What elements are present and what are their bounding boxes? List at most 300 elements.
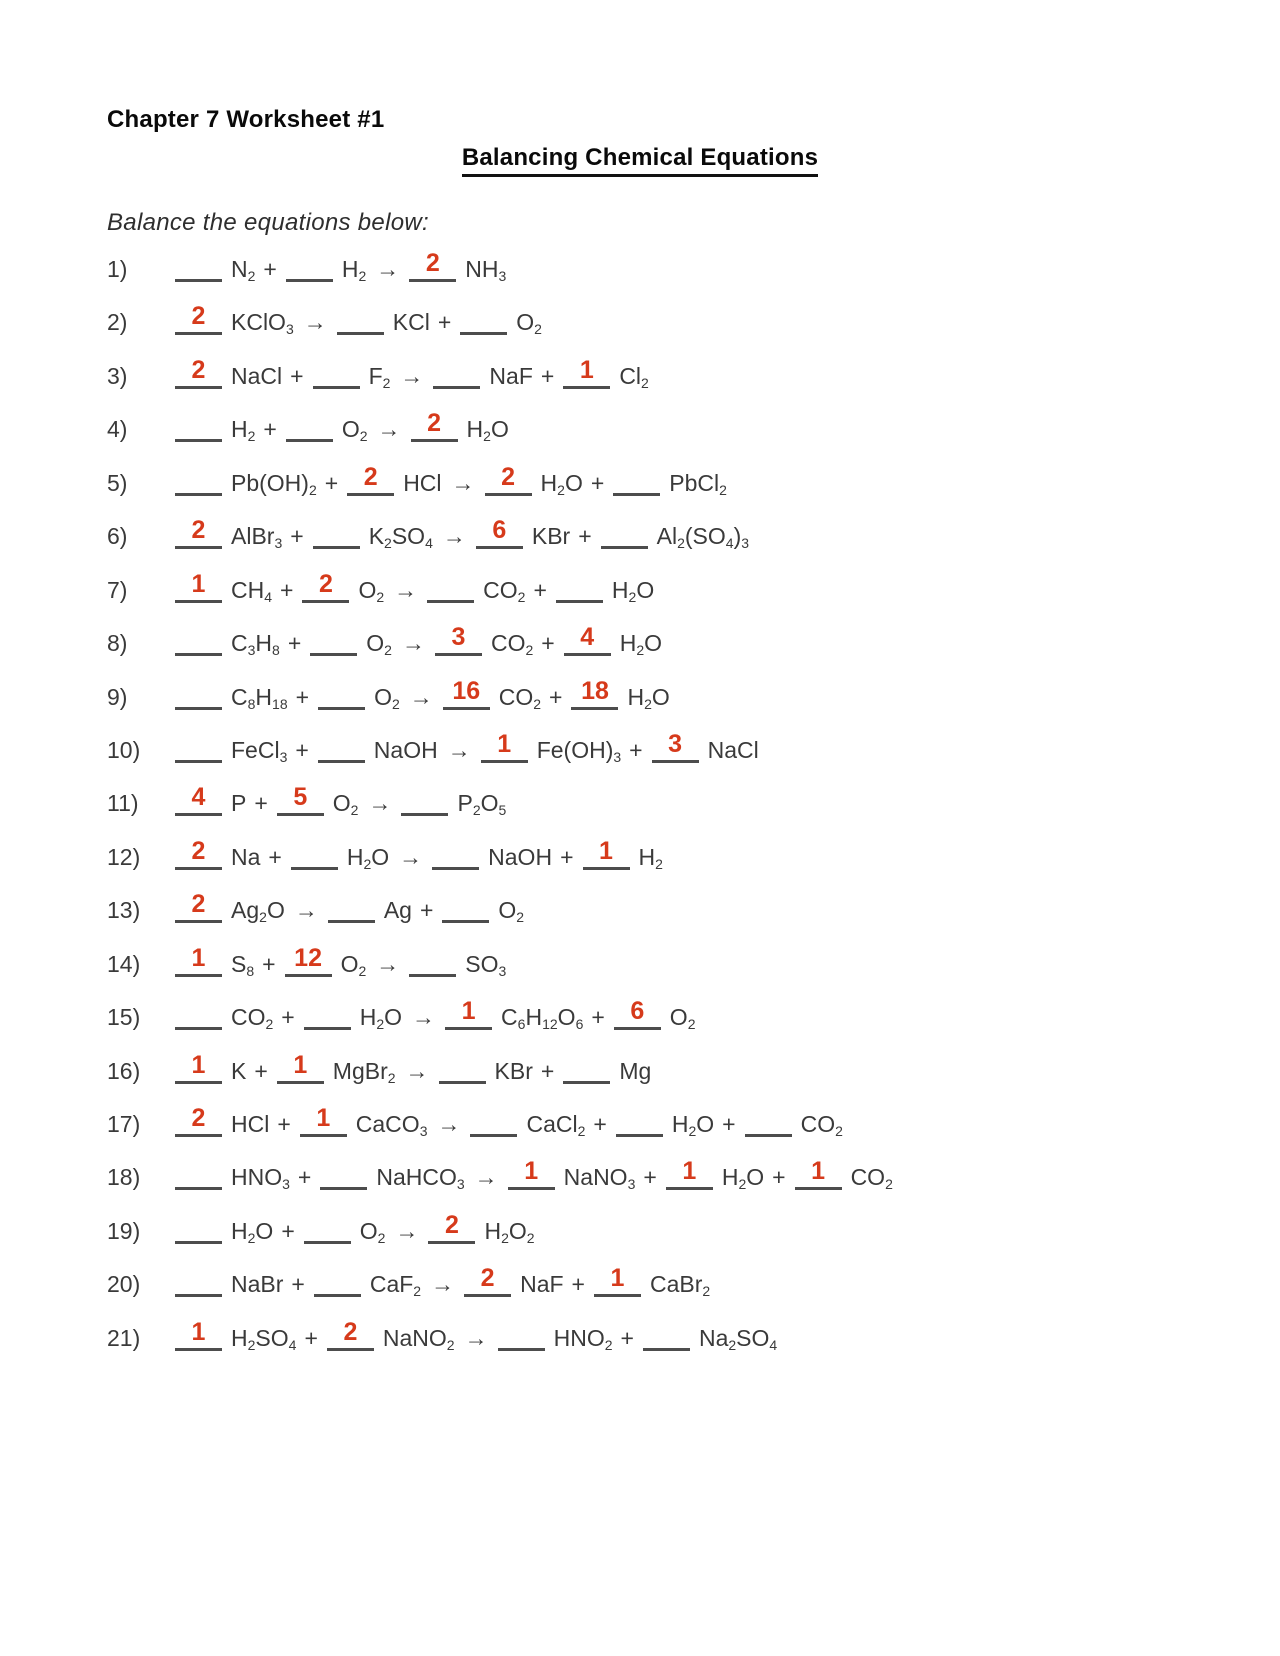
answer-blank-filled[interactable]	[175, 1050, 222, 1084]
chemical-formula	[231, 1111, 269, 1138]
chemical-formula	[467, 416, 509, 443]
answer-blank-filled[interactable]	[583, 836, 630, 870]
equation-number: 2)	[107, 309, 128, 336]
formula-part: H	[627, 683, 645, 710]
formula-part: H	[466, 416, 484, 443]
answer-blank[interactable]	[175, 686, 222, 710]
arrow-icon: →	[409, 683, 433, 710]
equation-row	[107, 516, 1220, 573]
arrow-icon: →	[451, 469, 475, 496]
formula-subscript: 2	[577, 1123, 586, 1139]
formula-part: HCl	[231, 1111, 270, 1137]
plus-sign: +	[419, 897, 434, 924]
arrow-icon: →	[294, 897, 318, 924]
formula-subscript: 3	[498, 962, 507, 979]
answer-blank[interactable]	[313, 365, 360, 389]
answer-blank-filled[interactable]	[175, 890, 222, 923]
arrow-icon: →	[464, 1324, 488, 1351]
answer-blank[interactable]	[337, 311, 384, 335]
formula-part: P	[457, 790, 473, 817]
answer-blank-filled[interactable]	[485, 462, 532, 496]
equation-number: 13)	[107, 897, 141, 924]
answer-value: 1	[579, 355, 594, 384]
formula-part: NaCl	[231, 362, 283, 389]
formula-part: H	[346, 843, 364, 870]
formula-part: CO	[850, 1164, 886, 1191]
answer-blank[interactable]	[439, 1060, 486, 1084]
formula-part: KClO	[231, 309, 286, 336]
equation-number: 10)	[107, 736, 141, 763]
chemical-formula	[465, 256, 506, 283]
answer-value: 2	[191, 516, 206, 545]
chemical-formula	[360, 1004, 402, 1031]
answer-value: 3	[668, 729, 683, 758]
plus-sign: +	[772, 1164, 786, 1191]
answer-blank[interactable]	[616, 1113, 663, 1137]
chemical-formula	[366, 630, 392, 657]
chemical-formula	[672, 1111, 714, 1138]
answer-blank-filled[interactable]	[571, 676, 618, 710]
equation-number: 19)	[107, 1217, 141, 1244]
formula-subscript: 2	[472, 802, 481, 819]
formula-subscript: 2	[636, 642, 645, 659]
answer-blank-filled[interactable]	[476, 516, 523, 549]
answer-blank-filled[interactable]	[435, 623, 482, 656]
equation-number: 7)	[107, 576, 128, 603]
answer-blank[interactable]	[745, 1113, 792, 1137]
formula-part: Pb(OH)	[231, 469, 309, 496]
equation-row	[107, 943, 1220, 1001]
plus-sign: +	[324, 469, 339, 496]
formula-part: NaCl	[707, 736, 759, 763]
formula-subscript: 18	[272, 695, 288, 712]
equation-row	[107, 355, 1220, 413]
formula-part: N	[231, 256, 248, 282]
answer-blank-filled[interactable]	[666, 1157, 713, 1190]
arrow-icon: →	[394, 576, 418, 603]
chemical-formula	[801, 1111, 843, 1138]
formula-subscript: 2	[384, 535, 392, 552]
answer-blank[interactable]	[304, 1220, 351, 1244]
formula-part: H	[359, 1004, 377, 1031]
formula-subscript: 2	[358, 962, 367, 979]
formula-part: O	[696, 1111, 715, 1137]
formula-subscript: 2	[377, 1229, 386, 1246]
chemical-formula	[699, 1325, 777, 1352]
answer-blank-filled[interactable]	[302, 569, 349, 603]
formula-part: O	[644, 630, 663, 657]
answer-blank-filled[interactable]	[795, 1157, 842, 1190]
answer-value: 1	[811, 1157, 826, 1186]
answer-blank-filled[interactable]	[411, 409, 458, 442]
answer-blank-filled[interactable]	[175, 355, 222, 389]
formula-part: O	[516, 309, 535, 336]
chemical-formula	[650, 1271, 710, 1298]
arrow-icon: →	[368, 790, 392, 817]
formula-subscript: 2	[533, 695, 542, 712]
formula-subscript: 2	[835, 1123, 843, 1139]
answer-blank-filled[interactable]	[300, 1104, 347, 1137]
formula-subscript: 2	[501, 1229, 509, 1246]
answer-blank-filled[interactable]	[327, 1317, 374, 1351]
formula-subscript: 3	[247, 642, 256, 659]
answer-value: 2	[427, 409, 441, 438]
answer-blank-filled[interactable]	[564, 623, 611, 656]
answer-blank[interactable]	[313, 525, 360, 549]
answer-blank-filled[interactable]	[175, 302, 222, 335]
formula-subscript: 5	[498, 802, 507, 819]
equation-row	[107, 409, 1220, 466]
formula-subscript: 2	[483, 428, 491, 445]
formula-subscript: 2	[265, 1016, 274, 1033]
formula-subscript: 2	[247, 1229, 256, 1246]
chemical-formula	[708, 737, 759, 764]
subtitle-container	[60, 144, 1220, 177]
arrow-icon: →	[431, 1271, 455, 1298]
chemical-formula	[231, 309, 294, 336]
plus-sign: +	[297, 1164, 312, 1191]
formula-part: CaF	[369, 1271, 414, 1298]
arrow-icon: →	[377, 416, 401, 443]
answer-blank-filled[interactable]	[652, 729, 699, 763]
answer-blank-filled[interactable]	[464, 1264, 511, 1297]
formula-subscript: 2	[350, 802, 359, 819]
equation-row	[107, 1264, 1220, 1321]
formula-part: CO	[483, 576, 518, 603]
chemical-formula	[231, 790, 246, 817]
formula-part: O	[255, 1217, 274, 1244]
plus-sign: +	[590, 469, 605, 496]
answer-value: 2	[363, 462, 378, 491]
chemical-formula	[231, 363, 282, 390]
answer-value: 1	[599, 836, 613, 865]
formula-part: H	[671, 1111, 689, 1137]
formula-subscript: 2	[687, 1016, 696, 1033]
answer-blank[interactable]	[563, 1060, 610, 1084]
formula-subscript: 2	[604, 1336, 613, 1353]
formula-part: Mg	[619, 1057, 652, 1084]
formula-subscript: 8	[247, 695, 256, 712]
equation-number: 5)	[107, 469, 128, 496]
arrow-icon: →	[442, 523, 466, 550]
answer-value: 1	[191, 569, 206, 598]
formula-part: KBr	[494, 1057, 533, 1084]
plus-sign: +	[280, 576, 294, 603]
formula-part: O	[746, 1164, 765, 1191]
answer-value: 1	[461, 997, 476, 1026]
arrow-icon: →	[376, 256, 400, 282]
answer-blank[interactable]	[310, 632, 357, 656]
answer-blank[interactable]	[175, 1220, 222, 1244]
formula-part: O	[669, 1004, 688, 1031]
answer-blank[interactable]	[175, 1166, 222, 1190]
answer-blank[interactable]	[601, 525, 648, 549]
chemical-formula	[369, 363, 391, 390]
formula-subscript: 3	[627, 1176, 636, 1193]
chemical-formula	[231, 684, 288, 711]
chemical-formula	[669, 470, 727, 497]
chemical-formula	[231, 1218, 273, 1245]
chemical-formula	[495, 1058, 533, 1085]
answer-value: 2	[425, 249, 440, 277]
formula-part: FeCl	[231, 736, 280, 763]
formula-part: SO	[391, 523, 426, 550]
answer-blank-filled[interactable]	[409, 249, 456, 282]
chemical-formula	[465, 951, 506, 978]
answer-blank[interactable]	[175, 418, 222, 442]
formula-subscript: 2	[363, 855, 372, 872]
answer-blank[interactable]	[318, 686, 365, 710]
answer-blank[interactable]	[498, 1327, 545, 1351]
answer-value: 1	[191, 1317, 206, 1346]
chemical-formula	[851, 1164, 893, 1191]
formula-part: O	[340, 950, 359, 977]
equation-number: 11)	[107, 790, 139, 817]
answer-blank-filled[interactable]	[175, 783, 222, 816]
answer-blank-filled[interactable]	[175, 1317, 222, 1351]
plus-sign: +	[437, 309, 452, 336]
formula-part: Ag	[231, 897, 260, 924]
formula-part: Na	[698, 1324, 729, 1351]
answer-value: 2	[191, 302, 206, 331]
plus-sign: +	[268, 843, 282, 870]
chemical-formula	[620, 630, 662, 657]
answer-value: 2	[501, 462, 515, 491]
chemical-formula	[370, 1271, 421, 1298]
formula-part: KCl	[392, 309, 430, 336]
answer-value: 4	[580, 623, 595, 652]
chemical-formula	[483, 577, 525, 604]
chemical-formula	[231, 523, 282, 550]
answer-blank[interactable]	[175, 472, 222, 496]
arrow-icon: →	[376, 950, 400, 977]
formula-subscript: 2	[413, 1283, 422, 1300]
answer-blank-filled[interactable]	[481, 729, 528, 763]
chemical-formula	[374, 684, 400, 711]
answer-blank[interactable]	[442, 899, 489, 923]
chemical-formula	[384, 897, 412, 924]
formula-part: CO	[800, 1111, 836, 1137]
arrow-icon: →	[474, 1164, 498, 1191]
answer-blank-filled[interactable]	[175, 569, 222, 603]
arrow-icon: →	[400, 362, 424, 389]
formula-subscript: 8	[246, 962, 255, 979]
chemical-formula	[670, 1004, 696, 1031]
answer-blank[interactable]	[433, 365, 480, 389]
formula-subscript: 4	[769, 1336, 778, 1353]
plus-sign: +	[263, 256, 277, 282]
equation-row	[107, 1050, 1220, 1108]
answer-value: 2	[191, 890, 206, 919]
answer-blank-filled[interactable]	[614, 997, 661, 1030]
equation-number: 14)	[107, 950, 141, 977]
formula-subscript: 3	[419, 1123, 428, 1139]
chemical-formula	[619, 363, 649, 390]
formula-subscript: 2	[516, 909, 525, 926]
formula-part: )	[733, 523, 742, 550]
chemical-formula	[231, 577, 272, 604]
formula-part: NaOH	[373, 736, 438, 763]
chemical-formula	[369, 523, 433, 550]
answer-blank-filled[interactable]	[443, 676, 490, 710]
chemical-formula	[376, 1164, 464, 1191]
chemical-formula	[356, 1111, 428, 1138]
chemical-formula	[526, 1111, 585, 1138]
plus-sign: +	[287, 630, 302, 657]
answer-value: 1	[191, 1050, 206, 1079]
answer-blank[interactable]	[401, 792, 448, 816]
chemical-formula	[231, 897, 285, 924]
answer-value: 6	[630, 997, 645, 1026]
answer-blank[interactable]	[613, 472, 660, 496]
chemical-formula	[488, 844, 552, 871]
formula-part: C	[231, 683, 248, 710]
formula-part: Ag	[383, 897, 412, 924]
chemical-formula	[231, 630, 280, 657]
formula-subscript: 2	[702, 1283, 711, 1300]
plus-sign: +	[304, 1324, 318, 1351]
formula-part: H	[525, 1004, 543, 1031]
plus-sign: +	[593, 1111, 607, 1137]
answer-blank[interactable]	[175, 258, 222, 282]
formula-part: O	[636, 576, 655, 603]
formula-part: H	[484, 1217, 502, 1244]
answer-blank-filled[interactable]	[347, 462, 394, 496]
equation-number: 21)	[107, 1324, 141, 1351]
answer-blank-filled[interactable]	[445, 997, 492, 1030]
answer-blank-filled[interactable]	[594, 1264, 641, 1297]
chemical-formula	[231, 1058, 246, 1085]
chemical-formula	[333, 1058, 396, 1085]
chemical-formula	[341, 951, 367, 978]
answer-blank-filled[interactable]	[175, 1104, 222, 1137]
answer-blank[interactable]	[328, 899, 375, 923]
formula-subscript: 3	[285, 321, 294, 338]
formula-subscript: 6	[575, 1016, 584, 1033]
equation-number: 20)	[107, 1271, 141, 1298]
formula-part: H	[611, 576, 629, 603]
formula-subscript: 2	[738, 1176, 747, 1193]
chemical-formula	[360, 1218, 386, 1245]
plus-sign: +	[591, 1004, 605, 1031]
formula-subscript: 2	[719, 481, 727, 498]
answer-blank-filled[interactable]	[277, 783, 324, 816]
plus-sign: +	[254, 1057, 268, 1084]
answer-blank[interactable]	[432, 846, 479, 870]
chemical-formula	[231, 951, 254, 978]
answer-blank[interactable]	[427, 579, 474, 603]
answer-blank[interactable]	[286, 418, 333, 442]
instruction-text: Balance the equations below:	[107, 209, 429, 236]
answer-blank-filled[interactable]	[285, 943, 332, 977]
answer-blank-filled[interactable]	[563, 355, 610, 389]
formula-subscript: 2	[247, 1336, 256, 1353]
equation-number: 17)	[107, 1111, 141, 1137]
plus-sign: +	[254, 790, 268, 817]
answer-blank[interactable]	[175, 739, 222, 763]
equation-row	[107, 569, 1220, 627]
answer-blank[interactable]	[320, 1166, 367, 1190]
answer-value: 1	[497, 729, 512, 758]
answer-blank-filled[interactable]	[175, 943, 222, 977]
worksheet-subtitle: Balancing Chemical Equations	[462, 144, 818, 177]
answer-blank[interactable]	[175, 1006, 222, 1030]
plus-sign: +	[578, 523, 592, 550]
equation-row	[107, 462, 1220, 520]
chemical-formula	[612, 577, 654, 604]
formula-subscript: 2	[526, 1229, 535, 1246]
chemical-formula	[374, 737, 438, 764]
answer-blank-filled[interactable]	[277, 1050, 324, 1084]
answer-blank[interactable]	[460, 311, 507, 335]
formula-part: NaOH	[488, 843, 553, 870]
chemical-formula	[231, 1325, 296, 1352]
plus-sign: +	[291, 1271, 305, 1298]
answer-value: 3	[451, 623, 466, 652]
answer-blank[interactable]	[291, 846, 338, 870]
formula-part: SO	[465, 950, 499, 977]
chemical-formula	[619, 1058, 651, 1085]
formula-subscript: 2	[308, 481, 317, 498]
answer-blank-filled[interactable]	[508, 1157, 555, 1190]
formula-part: HCl	[403, 469, 442, 496]
answer-blank-filled[interactable]	[175, 836, 222, 870]
answer-blank[interactable]	[318, 739, 365, 763]
answer-blank[interactable]	[314, 1273, 361, 1297]
formula-part: CO	[231, 1004, 266, 1031]
answer-value: 1	[316, 1104, 331, 1132]
formula-part: AlBr	[231, 523, 275, 550]
plus-sign: +	[541, 630, 555, 657]
plus-sign: +	[620, 1324, 634, 1351]
answer-blank[interactable]	[304, 1006, 351, 1030]
answer-blank[interactable]	[470, 1113, 517, 1137]
chemical-formula	[541, 470, 583, 497]
formula-part: O	[480, 790, 499, 817]
equation-row	[107, 1210, 1220, 1268]
chemical-formula	[639, 844, 663, 871]
formula-subscript: 4	[264, 588, 273, 605]
answer-value: 12	[294, 943, 322, 972]
answer-value: 2	[319, 569, 333, 598]
chemical-formula	[231, 416, 255, 443]
formula-part: CaCO	[355, 1111, 420, 1137]
answer-blank[interactable]	[643, 1327, 690, 1351]
chemical-formula	[554, 1325, 613, 1352]
answer-value: 2	[343, 1317, 358, 1346]
chemical-formula	[532, 523, 570, 550]
answer-blank[interactable]	[556, 579, 603, 603]
plus-sign: +	[290, 523, 304, 550]
chemical-formula	[722, 1164, 764, 1191]
answer-blank-filled[interactable]	[175, 516, 222, 549]
formula-subscript: 12	[542, 1016, 558, 1033]
plus-sign: +	[262, 950, 276, 977]
answer-blank[interactable]	[175, 1273, 222, 1297]
answer-blank-filled[interactable]	[428, 1210, 475, 1244]
chemical-formula	[231, 1004, 273, 1031]
answer-blank[interactable]	[286, 258, 333, 282]
answer-blank[interactable]	[175, 632, 222, 656]
equation-number: 8)	[107, 630, 128, 657]
answer-blank[interactable]	[409, 953, 456, 977]
arrow-icon: →	[303, 309, 327, 336]
formula-subscript: 2	[358, 268, 367, 284]
formula-subscript: 2	[628, 588, 637, 605]
arrow-icon: →	[399, 843, 423, 870]
formula-subscript: 4	[425, 535, 433, 552]
chemical-formula	[231, 1271, 283, 1298]
